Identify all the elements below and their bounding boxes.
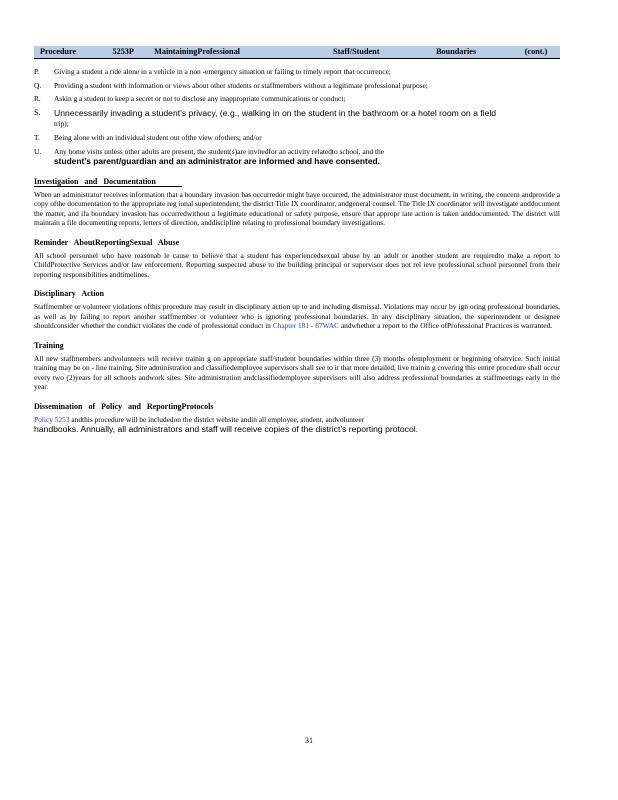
section-heading-investigation: Investigation and Documentation [34,177,560,186]
dissemination-text-line2: handbooks. Annually, all administrators and staff will receive copies of the district’s reporting protocol. [34,424,419,435]
section-body-reminder: All school personnel who have reasonab le cause to believe that a student has experiencedsexual abuse by an adult or another student are requiredto make a report to ChildProtective Services and/or law enforcement. Reporting suspected abuse to the building principal or supervisor does not rel ieve professional school personnel from their reporting responsibilities andtimelines. [34,250,560,279]
list-item-letter: S. [34,107,41,117]
section-body-dissemination [34,415,560,435]
header-procedure: Procedure [40,47,77,56]
list-item-letter: P. [34,67,40,76]
section-heading-disciplinary: Disciplinary Action [34,289,105,299]
header-code: 5253P [112,47,134,56]
wac-chapter-link[interactable]: Chapter 181 - 87WAC [272,321,340,331]
header-cont: (cont.) [524,47,548,56]
section-body-investigation: When an administrator receives information that a boundary invasion has occurredor might have occurred, the administrator must document, in writing, the concern andprovide a copy ofthe documentation to the appropriate reg ional superintendent, the district Title IX coordinator, andgeneral counsel. The Title IX coordinator will investigate anddocument the matter, and ifa boundary invasion has occurredwithout a legitimate educational or safety purpose, ensure that appropr iate action is taken anddocumented. The district will maintain a file documenting reports, letters of direction, anddiscipline relating to professional boundary investigations. [34,189,560,228]
list-item-text-line1: Any home visits unless other adults are present, the student(s)are invitedfor an activity relatedto school, and the [54,146,385,156]
document-page [34,46,560,439]
list-item-text: Giving a student a ride alone in a vehicle in a non -emergency situation or failing to timely report that occurrence; [54,67,391,76]
section-heading-training: Training [34,340,64,350]
list-item [34,133,560,143]
section-body-disciplinary [34,302,560,331]
list-item [34,108,560,129]
list-item-letter: Q. [34,80,42,90]
list-item-text-line2: trip); [54,118,69,128]
header-title-1: MaintainingProfessional [154,47,240,56]
list-item-text [54,147,560,167]
section-heading-reminder: Reminder AboutReportingSexual Abuse [34,237,180,247]
policy-link[interactable]: Policy 5253 [34,414,70,424]
list-item-text-line2: student’s parent/guardian and an administrator are informed and have consented. [54,156,380,167]
page-number: 31 [305,736,313,745]
list-item [34,147,560,167]
list-item-letter: U. [34,146,42,156]
header-title-2: Staff/Student [333,47,380,56]
list-item-text [54,108,560,129]
list-item [34,94,560,104]
disciplinary-text-pre: Staffmember or volunteer violations ofthis procedure may result in disciplinary action up to and including dismissal. Violations may occur by ign oring professional boundaries, as well as by failing to report another staffmember or volunteer who is ignoring professional boundaries. In any disciplinary situation, the superintendent or designee shouldconsider whether the conduct violates the code of professional conduct in [34,302,560,331]
conduct-list [34,67,560,167]
section-heading-dissemination: Dissemination of Policy and ReportingProtocols [34,401,214,411]
list-item-letter: T. [34,133,40,143]
list-item-text: Providing a student with information or views about other students or staffmembers without a legitimate professional purpose; [54,80,428,90]
procedure-header-bar [34,46,560,59]
list-item-text: Askin g a student to keep a secret or not to disclose any inappropriate communications or conduct; [54,94,346,104]
list-item-text-line1: Unnecessarily invading a student’s privacy, (e.g., walking in on the student in the bathroom or a hotel room on a field [54,107,497,118]
section-body-training: All new staffmembers andvolunteers will receive trainin g on appropriate staff/student boundaries within three (3) months ofemployment or beginning ofservice. Such initial training may be on - line training. Site administration and classifiedemployee supervisors shall see to it that more detailed, live trainin g covering this entire procedure shall occur every two (2)years for all schools andwork sites. Site administration andclassifiedemployee supervisors will also address professional boundaries at staffmeetings early in the year. [34,353,560,392]
list-item-text: Being alone with an individual student out ofthe view ofothers; and/or [54,133,262,143]
header-title-3: Boundaries [436,47,477,56]
disciplinary-text-post: andwhether a report to the Office ofProfessional Practices is warranted. [340,321,553,331]
list-item [34,67,560,77]
list-item [34,81,560,91]
list-item-letter: R. [34,94,41,104]
dissemination-text-pre: andthis procedure will be includedon the district website andin all employee, student, andvolunteer [71,414,365,424]
